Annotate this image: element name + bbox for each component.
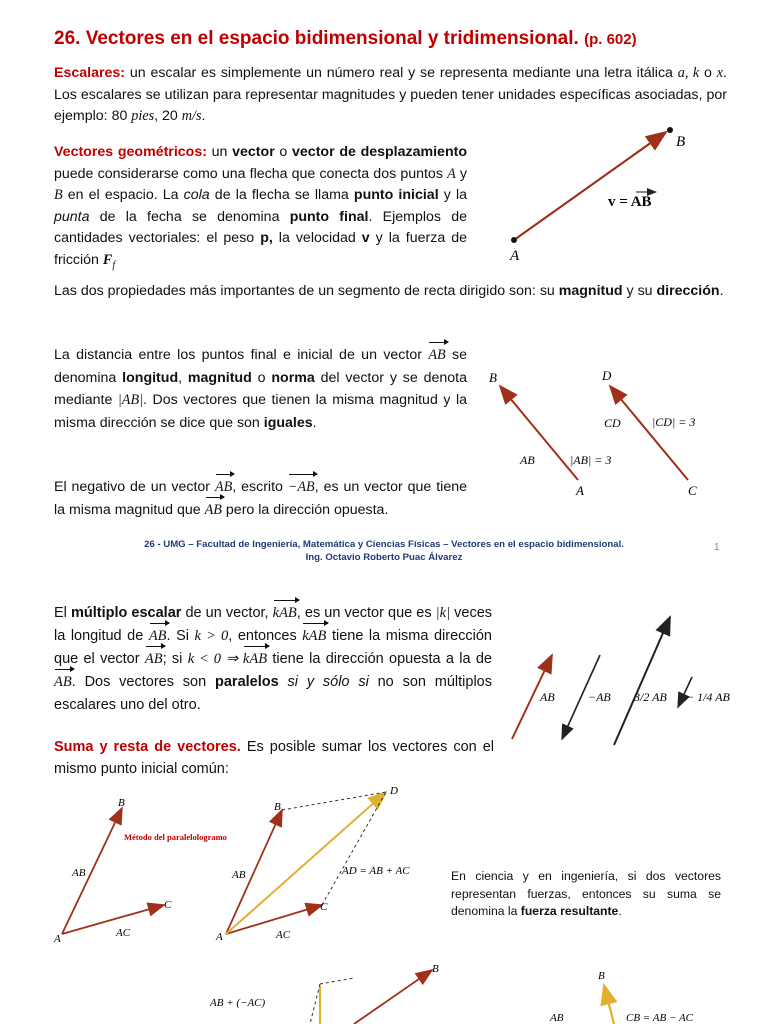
geo-t2: o: [274, 144, 293, 160]
diff1-dashed-2: [310, 984, 320, 1024]
dist-t1: La distancia entre los puntos final e inicial de un vector: [54, 347, 429, 363]
suma-term: Suma y resta de vectores.: [54, 739, 241, 755]
mult-kab-2: kAB: [302, 625, 326, 648]
geo-vector: vector: [232, 144, 275, 160]
prop-direccion: dirección: [656, 283, 720, 299]
geo-punta: punta: [54, 208, 90, 225]
escalares-text-4: , 20: [154, 108, 182, 124]
sum1-ab-arrow: [62, 808, 122, 934]
mult-siysolosi: si y sólo si: [287, 674, 369, 690]
distancia-paragraph: [54, 344, 467, 434]
sum1-label-c: C: [164, 899, 172, 911]
escalares-text: un escalar es simplemente un número real y se representa mediante una letra itálica: [125, 65, 678, 81]
dist-t4: o: [251, 369, 272, 386]
mult-t12: no son múltiplos escalares uno del otro.: [54, 674, 492, 713]
diff2-cb-arrow: [604, 985, 614, 1024]
resultante-paragraph: [451, 868, 721, 921]
mult-t3: , es un vector que es: [296, 605, 436, 621]
mult-kab: kAB: [273, 602, 297, 625]
three-halves-label: 3/2 AB: [634, 690, 667, 704]
prop-t2: y su: [622, 283, 657, 299]
dist-norma: norma: [271, 369, 315, 386]
v-equals-ab-label: v = AB: [608, 194, 652, 210]
label-d: D: [602, 368, 612, 383]
sum2-label-b: B: [274, 801, 281, 813]
vector-cd-equal-arrow: [610, 386, 688, 480]
sum2-label-ac: AC: [276, 929, 291, 941]
geo-p: p,: [260, 230, 273, 246]
geo-t10: la velocidad: [272, 230, 362, 246]
label-vec-cd: CD: [604, 416, 621, 430]
page-footer: [54, 538, 714, 564]
three-halves-ab-arrow: [614, 617, 670, 745]
escalares-x: x: [716, 65, 724, 81]
sum2-label-a: A: [216, 931, 223, 943]
geometricos-term: Vectores geométricos:: [54, 144, 207, 160]
sum1-label-a: A: [54, 933, 61, 945]
diff1-ab-arrow: [354, 970, 432, 1024]
escalares-text-5: .: [201, 108, 206, 124]
escalares-letters: a, k: [677, 65, 700, 81]
vector-ab-arrow: [514, 132, 666, 240]
mult-t7: tiene la misma dirección que el vector: [54, 628, 492, 667]
neg-t1: El negativo de un vector: [54, 479, 215, 495]
geo-B: B: [54, 187, 63, 203]
diff2-label-ab: AB: [550, 1012, 564, 1024]
propiedades-paragraph: [54, 281, 727, 303]
geo-Ff-sub: f: [112, 259, 116, 271]
prop-t1: Las dos propiedades más importantes de un segmento de recta dirigido son: su: [54, 283, 559, 299]
mult-t8: ; si: [162, 651, 188, 667]
geo-Ff: F: [102, 251, 113, 268]
geo-t6: de la flecha se llama: [209, 187, 354, 203]
vector-ab-equal-arrow: [500, 386, 578, 480]
sum1-ac-arrow: [62, 905, 164, 934]
dist-iguales: iguales: [263, 414, 313, 431]
mult-absk: |k|: [435, 605, 451, 621]
footer-line-2: Ing. Octavio Roberto Puac Álvarez: [305, 552, 463, 563]
geo-t8: de la fecha se denomina: [89, 208, 290, 225]
geo-vector-desp: vector de desplazamiento: [292, 144, 468, 160]
title-page-ref: (p. 602): [584, 31, 637, 48]
negativo-paragraph: [54, 476, 467, 521]
geo-t9: . Ejemplos de cantidades vectoriales: el peso: [54, 208, 467, 246]
escalares-text-3: . Los escalares se utilizan para representar magnitudes y pueden tener unidades específicas asociadas, por ejemplo: 80: [54, 65, 727, 124]
page-2: [0, 580, 768, 1024]
prop-magnitud: magnitud: [558, 283, 623, 299]
mult-t4: veces la longitud de: [54, 605, 493, 644]
point-a-label: A: [510, 248, 520, 264]
vector-difference-figure-2: [540, 965, 730, 1024]
equal-vectors-figure: [484, 362, 724, 502]
page-separator: [0, 572, 768, 580]
sum2-ad-arrow: [226, 792, 386, 934]
footer-line-1: 26 - UMG – Facultad de Ingeniería, Matemática y Ciencias Físicas – Vectores en el espacio bidimensional.: [144, 539, 624, 550]
diff1-sum-label: AB + (−AC): [210, 997, 266, 1009]
geo-t3: puede considerarse como una flecha que conecta dos puntos: [54, 165, 448, 182]
sum1-label-ac: AC: [116, 927, 131, 939]
mult-ab: AB: [149, 625, 167, 648]
neg-t2: , escrito: [232, 479, 288, 495]
mult-t9: tiene la dirección opuesta a la de: [267, 651, 492, 667]
dist-abs-ab: |AB|: [117, 392, 144, 408]
geo-cola: cola: [183, 187, 210, 203]
escalares-paragraph: [54, 63, 727, 128]
neg-t4: pero la dirección opuesta.: [221, 501, 389, 518]
mult-t2: de un vector,: [181, 605, 273, 621]
mult-t6: , entonces: [228, 628, 303, 644]
escalares-term: Escalares:: [54, 65, 125, 81]
page-number: 1: [714, 542, 720, 553]
res-t1: En ciencia y en ingeniería, si dos vectores representan fuerzas, entonces su suma se denomina la: [451, 869, 721, 918]
geo-t5: en el espacio. La: [62, 187, 184, 203]
page-title: [54, 28, 754, 50]
prop-t3: .: [719, 283, 724, 299]
label-a: A: [576, 483, 584, 498]
scalar-multiples-figure: [500, 615, 740, 745]
multiplo-paragraph: [54, 602, 492, 717]
geometricos-paragraph: [54, 142, 467, 276]
dist-t7: .: [312, 414, 317, 431]
dist-t6: . Dos vectores que tienen la misma magnitud y la misma dirección se dice que son: [54, 392, 467, 431]
diff2-equation: CB = AB − AC: [626, 1012, 693, 1024]
neg-ab-2: AB: [205, 499, 222, 522]
geo-t7: y la: [438, 187, 467, 203]
sum2-equation: AD = AB + AC: [342, 865, 410, 877]
vector-difference-figure-1: [200, 958, 460, 1024]
diff1-dashed: [320, 978, 354, 984]
point-a-dot: [511, 237, 517, 243]
dist-t5: del vector y se denota mediante: [54, 369, 467, 408]
escalares-units: m/s: [181, 108, 202, 124]
geo-t1: un: [206, 144, 233, 160]
label-c: C: [688, 483, 697, 498]
sum1-label-ab: AB: [72, 867, 86, 879]
escalares-text-2: o: [699, 65, 717, 81]
label-abs-cd: |CD| = 3: [652, 415, 696, 429]
sum2-dashed-bd: [282, 792, 386, 810]
sum1-label-b: B: [118, 797, 125, 809]
suma-paragraph: [54, 736, 494, 780]
geo-v: v: [361, 230, 370, 246]
label-abs-ab: |AB| = 3: [570, 453, 612, 467]
ab-multiple-label: AB: [540, 690, 555, 704]
geo-punto-final: punto final: [289, 208, 369, 225]
dist-magnitud: magnitud: [187, 369, 252, 386]
label-b: B: [489, 370, 497, 385]
point-b-dot: [667, 127, 673, 133]
diff1-label-b: B: [432, 963, 439, 975]
dist-ab: AB: [428, 344, 445, 367]
vector-sum-figure-1: [50, 790, 227, 945]
vector-sum-figure-2: [210, 780, 440, 945]
escalares-pies: pies: [131, 108, 155, 124]
neg-t3: , es un vector que tiene la misma magnitud que: [54, 479, 467, 518]
label-vec-ab: AB: [520, 453, 535, 467]
sum1-method-label: Método del paralelologramo: [124, 832, 227, 842]
sum2-ac-arrow: [226, 905, 322, 934]
sum2-label-c: C: [320, 901, 328, 913]
neg-minus-ab: −AB: [288, 476, 315, 499]
dist-t2: se denomina: [54, 347, 467, 386]
dist-longitud: longitud: [122, 369, 179, 386]
sum2-label-d: D: [390, 785, 398, 797]
dist-t3: ,: [178, 369, 188, 386]
res-t2: .: [618, 904, 622, 918]
mult-t10: . Dos vectores son: [71, 674, 216, 690]
mult-kgt0: k > 0: [194, 628, 229, 644]
geo-A: A: [447, 165, 456, 182]
neg-ab-multiple-label: −AB: [588, 690, 611, 704]
mult-paralelos: paralelos: [215, 674, 279, 690]
vector-ab-figure: [490, 120, 710, 270]
diff2-label-b: B: [598, 970, 605, 982]
mult-term: múltiplo escalar: [70, 605, 182, 621]
suma-t1: Es posible sumar los vectores con el mismo punto inicial común:: [54, 739, 494, 777]
geo-punto-inicial: punto inicial: [353, 187, 439, 203]
mult-t11: [279, 674, 288, 690]
point-b-label: B: [676, 134, 686, 150]
mult-kab-3: kAB: [243, 648, 267, 671]
neg-ab: AB: [215, 476, 232, 499]
mult-ab-2: AB: [145, 648, 163, 671]
mult-ab-3: AB: [54, 671, 72, 694]
sum2-label-ab: AB: [232, 869, 246, 881]
geo-t11: y la fuerza de fricción: [54, 230, 468, 268]
mult-t5: . Si: [166, 628, 195, 644]
mult-klt0: k < 0 ⇒: [187, 651, 243, 667]
geo-t4: y: [455, 165, 467, 182]
res-term: fuerza resultante: [520, 904, 619, 918]
neg-quarter-label: − 1/4 AB: [686, 690, 730, 704]
sum2-dashed-cd: [322, 792, 386, 905]
mult-t1: El: [54, 605, 71, 621]
title-text: 26. Vectores en el espacio bidimensional y tridimensional.: [54, 28, 579, 49]
